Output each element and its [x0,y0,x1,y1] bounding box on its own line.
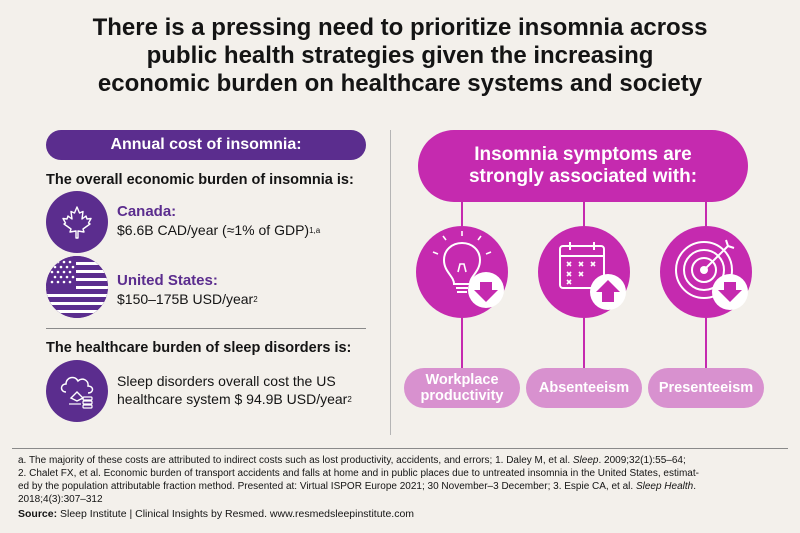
connector-top-1 [461,202,463,226]
footnote-3: ed by the population attributable fraction method. Presented at: Virtual ISPOR Europe 2021; 30 November–3 December; 3. Espie CA, et al. [18,481,636,492]
symptom-absenteeism [526,368,642,408]
us-flag-icon [46,256,108,318]
us-cost [117,272,258,308]
footer-divider [12,448,788,449]
column-divider [390,130,391,435]
source-line [18,508,414,520]
lightbulb-down-icon [416,226,508,318]
source-text: Sleep Institute | Clinical Insights by Resmed. www.resmedsleepinstitute.com [57,508,415,520]
symptom-label: Absenteeism [538,380,630,396]
target-down-icon [660,226,752,318]
symptom-label: productivity [420,388,504,404]
footnote-4: 2018;4(3):307–312 [18,494,103,505]
connector-top-2 [583,202,585,226]
symptoms-header [418,130,748,202]
footnote-2: 2. Chalet FX, et al. Economic burden of transport accidents and falls at home and in public places due to untreated insomnia in the United States, estimat- [18,468,699,479]
footnote-3-journal: Sleep Health [635,481,694,492]
us-value: $150–175B USD/year [117,291,254,307]
canada-ref: 1,a [309,226,321,235]
us-ref: 2 [253,295,258,304]
economic-burden-subhead: The overall economic burden of insomnia is: [46,172,354,188]
healthcare-line-1: Sleep disorders overall cost the US [117,373,336,389]
footnote-a-rest: . 2009;32(1):55–64; [598,455,686,466]
source-label: Source: [18,508,58,520]
left-divider [46,328,366,329]
annual-cost-header: Annual cost of insomnia: [46,130,366,160]
footnote-a: a. The majority of these costs are attributed to indirect costs such as lost productivity, accidents, and errors; 1. Daley M, et al. [18,455,573,466]
footnotes [18,454,778,506]
symptoms-header-line-1: Insomnia symptoms are [474,144,692,165]
symptom-presenteeism [648,368,764,408]
connector-bottom-3 [705,318,707,368]
page-title [20,14,780,98]
canada-value: $6.6B CAD/year (≈1% of GDP) [117,222,310,238]
calendar-up-icon [538,226,630,318]
title-line-1: There is a pressing need to prioritize insomnia across [92,14,708,41]
symptom-label: Workplace [425,372,499,388]
healthcare-ref: 2 [347,395,352,404]
maple-leaf-icon [46,191,108,253]
footnote-3-rest: . [693,481,696,492]
canada-cost [117,203,320,239]
symptom-workplace-productivity [404,368,520,408]
footnote-a-journal: Sleep [572,455,599,466]
connector-bottom-1 [461,318,463,368]
us-label: United States: [117,272,218,289]
symptom-label: Presenteeism [658,380,754,396]
healthcare-line-2: healthcare system $ 94.9B USD/year [117,391,348,407]
canada-label: Canada: [117,203,177,220]
healthcare-cost [117,372,352,408]
money-cloud-icon [46,360,108,422]
healthcare-burden-subhead: The healthcare burden of sleep disorders is: [46,340,352,356]
symptoms-header-line-2: strongly associated with: [468,166,698,187]
connector-top-3 [705,202,707,226]
connector-bottom-2 [583,318,585,368]
title-line-3: economic burden on healthcare systems and society [97,70,703,97]
title-line-2: public health strategies given the increasing [146,42,654,69]
